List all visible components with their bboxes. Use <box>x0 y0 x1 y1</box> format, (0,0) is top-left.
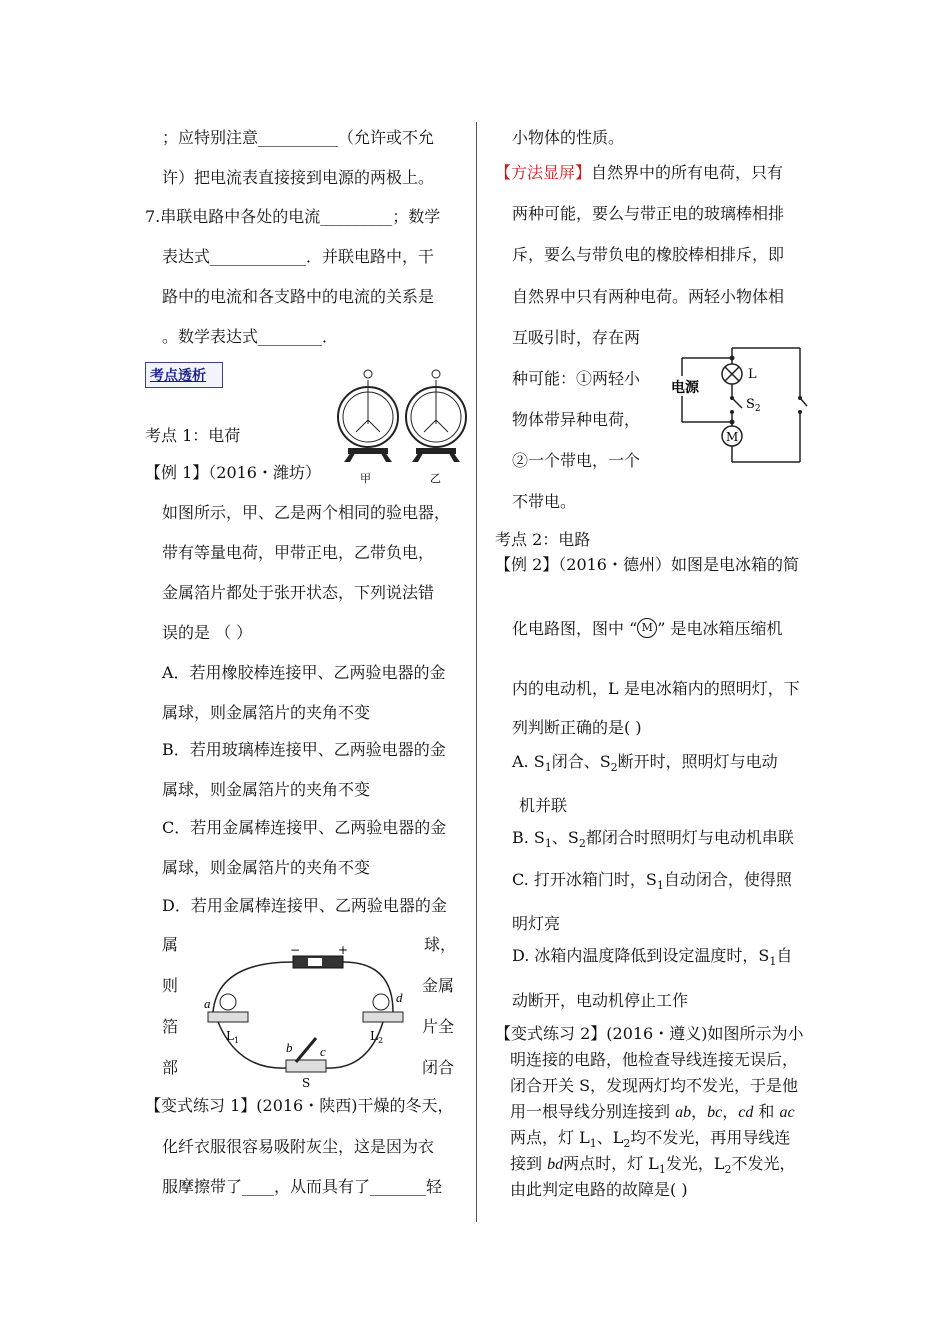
text-line: 化纤衣服很容易吸附灰尘，这是因为衣 <box>162 1137 435 1156</box>
section-badge <box>145 362 223 388</box>
text-line: 机并联 <box>519 796 568 815</box>
text-line: ②一个带电，一个 <box>512 451 641 470</box>
option-a: A．若用橡胶棒连接甲、乙两验电器的金 <box>162 663 446 682</box>
lamp-l1-label: $L_1$ <box>226 1029 240 1045</box>
text-line: 不带电。 <box>512 492 577 511</box>
battery-minus-label: − <box>290 943 301 957</box>
figure-label-jia: 甲 <box>360 472 371 485</box>
text-line: 小物体的性质。 <box>512 128 625 147</box>
option-d: D. 冰箱内温度降低到设定温度时，$S_1$自 <box>512 946 793 968</box>
text-line: 属球，则金属箔片的夹角不变 <box>162 780 371 799</box>
fridge-circuit-figure <box>670 340 810 470</box>
switch-s-label: S <box>302 1076 311 1090</box>
text-line: 片全 <box>422 1017 455 1036</box>
text-line: 。数学表达式________． <box>162 327 339 346</box>
option-b: B．若用玻璃棒连接甲、乙两验电器的金 <box>162 740 446 759</box>
text-line: 金属 <box>422 976 455 995</box>
text-line: 则 <box>162 976 179 995</box>
text-line: 明连接的电路，他检查导线连接无误后， <box>510 1050 799 1069</box>
method-tag: 【方法显屏】 <box>495 163 592 182</box>
variant-1-heading: 【变式练习 1】(2016・陕西)干燥的冬天， <box>145 1096 454 1115</box>
text-line: 两种可能，要么与带正电的玻璃棒相排 <box>512 204 785 223</box>
section-badge-label: 考点透析 <box>150 368 206 384</box>
text-line: 物体带异种电荷， <box>512 410 641 429</box>
example-1-heading: 【例 1】（2016・潍坊） <box>145 463 321 482</box>
text-line: 互吸引时，存在两 <box>512 328 641 347</box>
text-line: 球， <box>424 935 457 954</box>
text-line: 由此判定电路的故障是( ) <box>510 1180 688 1199</box>
option-d: D．若用金属棒连接甲、乙两验电器的金 <box>162 896 447 915</box>
text-line: 化电路图，图中 “ M ” 是电冰箱压缩机 <box>512 619 783 638</box>
text-line: 自然界中只有两种电荷。两轻小物体相 <box>512 287 785 306</box>
text-line: 属 <box>162 935 179 954</box>
text-line: 带有等量电荷，甲带正电，乙带负电， <box>162 543 435 562</box>
text-line: 属球，则金属箔片的夹角不变 <box>162 858 371 877</box>
text-line: 路中的电流和各支路中的电流的关系是 <box>162 287 435 306</box>
text-line: 内的电动机，L 是电冰箱内的照明灯，下 <box>512 679 800 698</box>
text-line: 许）把电流表直接接到电源的两极上。 <box>162 168 435 187</box>
power-source-label: 电源 <box>671 380 699 396</box>
text-line: 闭合开关 S，发现两灯均不发光，于是他 <box>510 1076 799 1095</box>
column-divider <box>476 122 477 1222</box>
kaodian-2-heading: 考点 2：电路 <box>495 530 591 549</box>
option-c: C. 打开冰箱门时，$S_1$自动闭合，使得照 <box>512 870 792 892</box>
node-b-label: b <box>286 1040 293 1055</box>
text-line: 斥，要么与带负电的橡胶棒相排斥，即 <box>512 245 785 264</box>
text-line: 动断开，电动机停止工作 <box>512 991 689 1010</box>
kaodian-1-heading: 考点 1：电荷 <box>145 426 241 445</box>
motor-m-label: M <box>726 430 739 444</box>
text-line: 误的是 （ ） <box>162 623 253 642</box>
text-line: 箔 <box>162 1017 179 1036</box>
question-7: 7.串联电路中各处的电流_________；数学 <box>145 207 441 226</box>
text-line: 接到 bd两点时，灯 $L_1$发光，$L_2$不发光， <box>510 1154 796 1176</box>
option-a: A. $S_1$闭合、$S_2$断开时，照明灯与电动 <box>512 752 778 774</box>
text-line: 表达式____________．并联电路中，干 <box>162 247 435 266</box>
node-a-label: a <box>204 996 211 1011</box>
text-line: 两点，灯 $L_1$、$L_2$均不发光，再用导线连 <box>510 1128 791 1150</box>
motor-icon: M <box>637 618 657 638</box>
node-c-label: c <box>320 1044 326 1059</box>
electroscope-figure <box>330 362 470 492</box>
option-c: C．若用金属棒连接甲、乙两验电器的金 <box>162 818 447 837</box>
text-line: 闭合 <box>422 1058 455 1077</box>
text-line: 用一根导线分别连接到 ab，bc，cd 和 ac <box>510 1102 795 1121</box>
example-2-heading: 【例 2】（2016・德州）如图是电冰箱的简 <box>495 555 799 574</box>
variant-2-heading: 【变式练习 2】(2016・遵义)如图所示为小 <box>495 1024 804 1043</box>
lamp-l-label: L <box>748 367 757 382</box>
text-line: ；应特别注意__________（允许或不允 <box>162 128 435 147</box>
method-paragraph: 【方法显屏】自然界中的所有电荷，只有 <box>495 163 784 182</box>
text-line: 明灯亮 <box>512 914 561 933</box>
lamp-l2-label: $L_2$ <box>370 1029 384 1045</box>
node-d-label: d <box>396 990 403 1005</box>
text-line: 列判断正确的是( ) <box>512 718 642 737</box>
option-b: B. $S_1$、$S_2$都闭合时照明灯与电动机串联 <box>512 828 794 850</box>
switch-s2-label: $S_2$ <box>746 397 761 414</box>
text-line: 部 <box>162 1058 179 1077</box>
text-line: 属球，则金属箔片的夹角不变 <box>162 703 371 722</box>
text-line: 服摩擦带了____，从而具有了_______轻 <box>162 1177 443 1196</box>
figure-label-yi: 乙 <box>430 472 441 485</box>
text-line: 金属箔片都处于张开状态，下列说法错 <box>162 583 435 602</box>
battery-plus-label: + <box>338 943 349 957</box>
circuit-figure-left <box>198 940 408 1090</box>
text-line: 如图所示，甲、乙是两个相同的验电器， <box>162 503 451 522</box>
text-line: 种可能：①两轻小 <box>512 369 641 388</box>
